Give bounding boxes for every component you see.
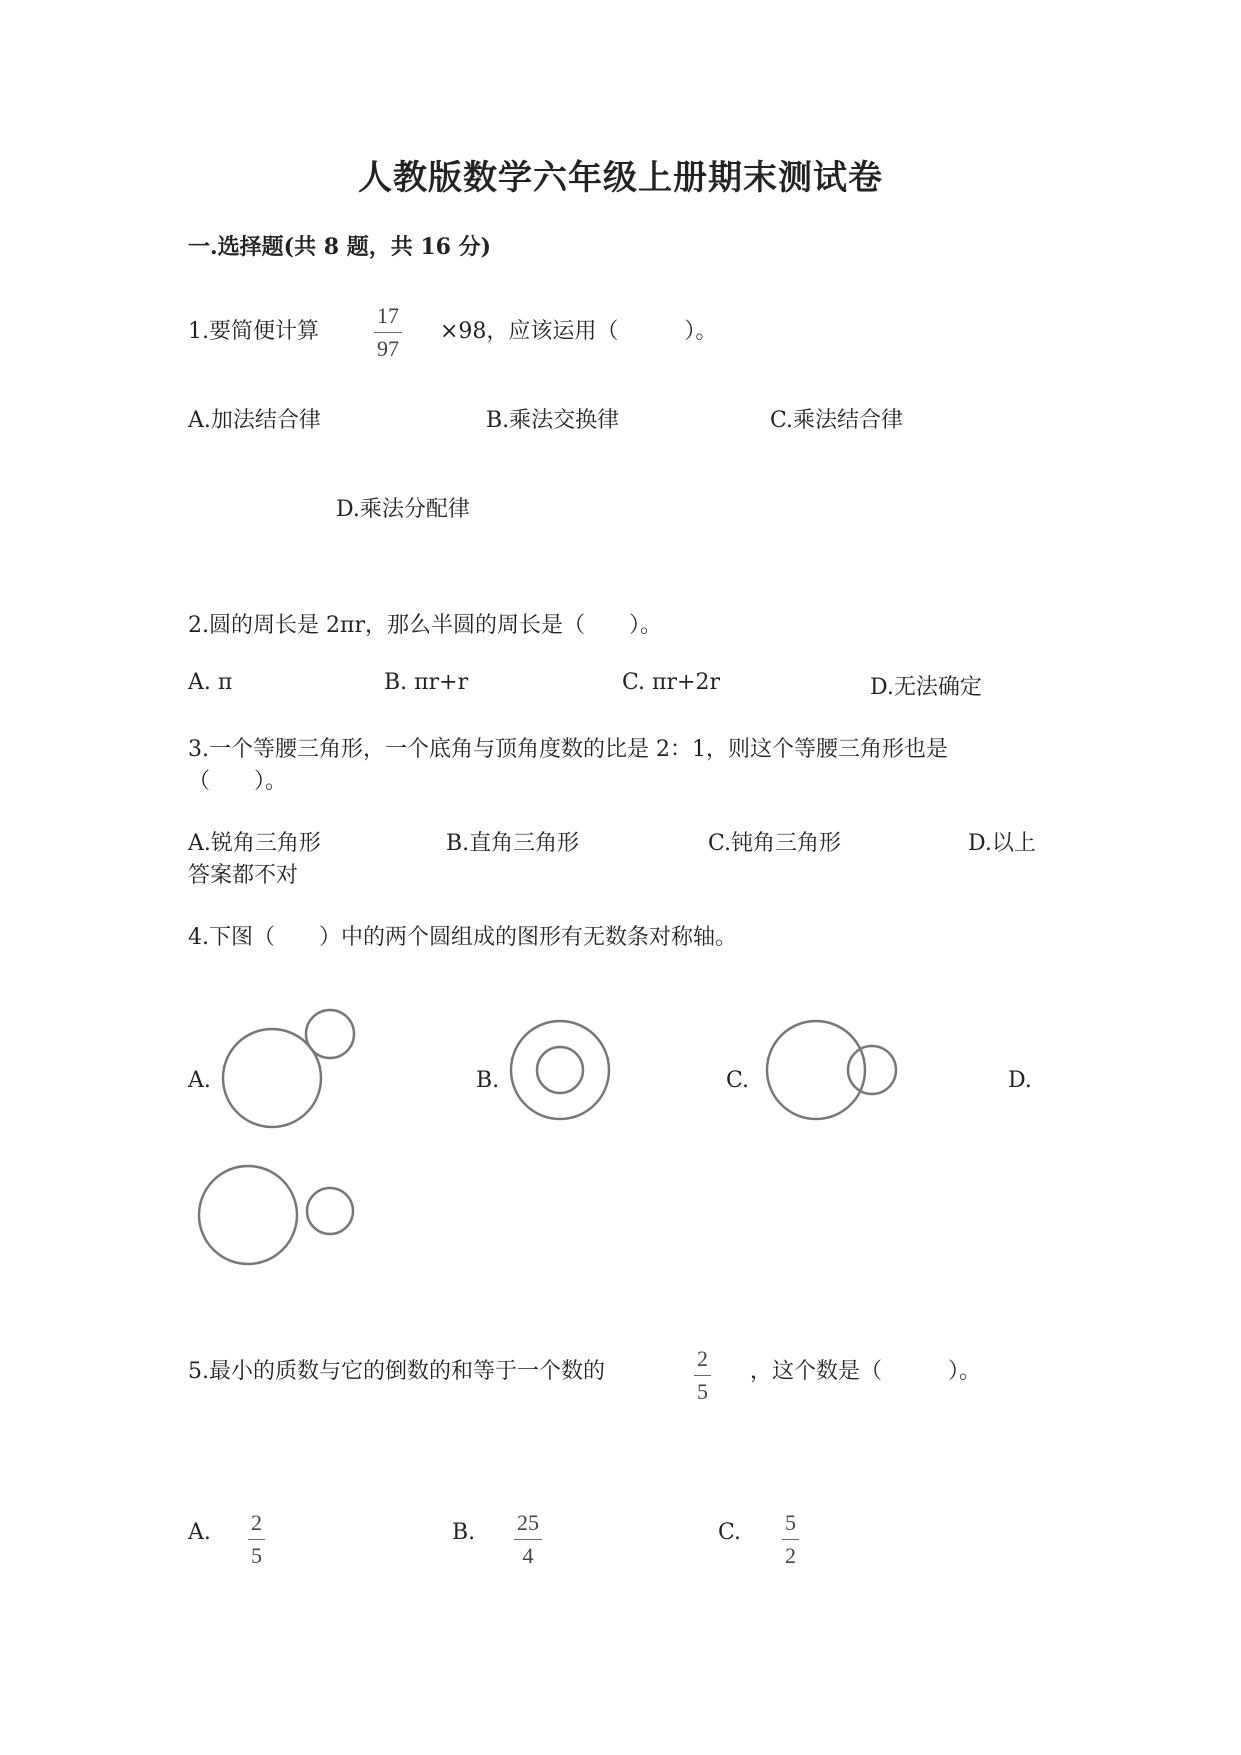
q3-text-line1: 3.一个等腰三角形，一个底角与顶角度数的比是 2：1，则这个等腰三角形也是 [188,737,948,762]
q5-fraction-denominator: 5 [697,1379,708,1404]
q3-option-d[interactable]: D.以上 [968,831,1036,856]
q1-option-d[interactable]: D.乘法分配律 [336,497,470,522]
q1-option-a[interactable]: A.加法结合律 [188,408,321,433]
section-heading: 一.选择题(共 8 题，共 16 分) [188,234,492,260]
q4-figure-a [210,1000,360,1140]
large-circle [767,1021,865,1119]
q5-fraction-numerator: 2 [697,1346,708,1371]
q3-option-b[interactable]: B.直角三角形 [446,831,580,856]
page-title: 人教版数学六年级上册期末测试卷 [358,158,883,198]
outer-circle [511,1021,609,1119]
q1-fraction [374,305,402,360]
q2-option-b[interactable]: B. πr+r [384,670,469,695]
q5-option-a-label[interactable]: A. [188,1520,211,1545]
q5-option-b-numerator: 25 [517,1510,539,1535]
q4-option-b[interactable]: B. [476,1068,500,1093]
fraction-bar [248,1539,265,1540]
q5-option-c-label[interactable]: C. [718,1520,742,1545]
q1-prefix: 1.要简便计算 [188,319,319,344]
q5-option-a-fraction [248,1512,265,1567]
q5-option-c-denominator: 2 [785,1543,796,1568]
fraction-bar [514,1539,542,1540]
q1-option-c[interactable]: C.乘法结合律 [770,408,904,433]
large-circle [199,1166,297,1264]
q1-fraction-denominator: 97 [377,336,399,361]
q5-option-a-numerator: 2 [251,1510,262,1535]
q5-fraction [694,1348,711,1403]
q1-option-b[interactable]: B.乘法交换律 [486,408,620,433]
fraction-bar [782,1539,799,1540]
q2-option-a[interactable]: A. π [188,670,233,695]
q1-fraction-numerator: 17 [377,303,399,328]
q4-figure-b [500,1010,620,1130]
q5-option-c-fraction [782,1512,799,1567]
q2-option-c[interactable]: C. πr+2r [622,670,720,695]
fraction-bar [374,332,402,333]
inner-circle [537,1047,583,1093]
q3-option-c[interactable]: C.钝角三角形 [708,831,842,856]
q2-text: 2.圆的周长是 2πr，那么半圆的周长是（ ）。 [188,613,662,638]
q4-option-a[interactable]: A. [188,1068,211,1093]
q5-option-b-denominator: 4 [522,1543,534,1568]
q4-text: 4.下图（ ）中的两个圆组成的图形有无数条对称轴。 [188,925,737,950]
q1-suffix: ×98，应该运用（ ）。 [440,319,718,344]
small-circle [307,1188,353,1234]
large-circle [223,1029,321,1127]
q4-option-c[interactable]: C. [726,1068,750,1093]
q3-option-a[interactable]: A.锐角三角形 [188,831,321,856]
q5-option-b-label[interactable]: B. [452,1520,476,1545]
q4-figure-d [190,1155,370,1275]
q2-option-d[interactable]: D.无法确定 [870,675,982,700]
small-circle [306,1010,354,1058]
q5-option-b-fraction [514,1512,542,1567]
q5-prefix: 5.最小的质数与它的倒数的和等于一个数的 [188,1359,605,1384]
q4-option-d[interactable]: D. [1008,1068,1032,1093]
q3-option-d-wrap: 答案都不对 [188,863,299,888]
q5-option-a-denominator: 5 [251,1543,262,1568]
q5-option-c-numerator: 5 [785,1510,796,1535]
small-circle [848,1046,896,1094]
q4-figure-c [756,1010,906,1130]
q3-text-line2: （ ）。 [188,769,288,794]
fraction-bar [694,1375,711,1376]
q5-suffix: ，这个数是（ ）。 [750,1359,982,1384]
